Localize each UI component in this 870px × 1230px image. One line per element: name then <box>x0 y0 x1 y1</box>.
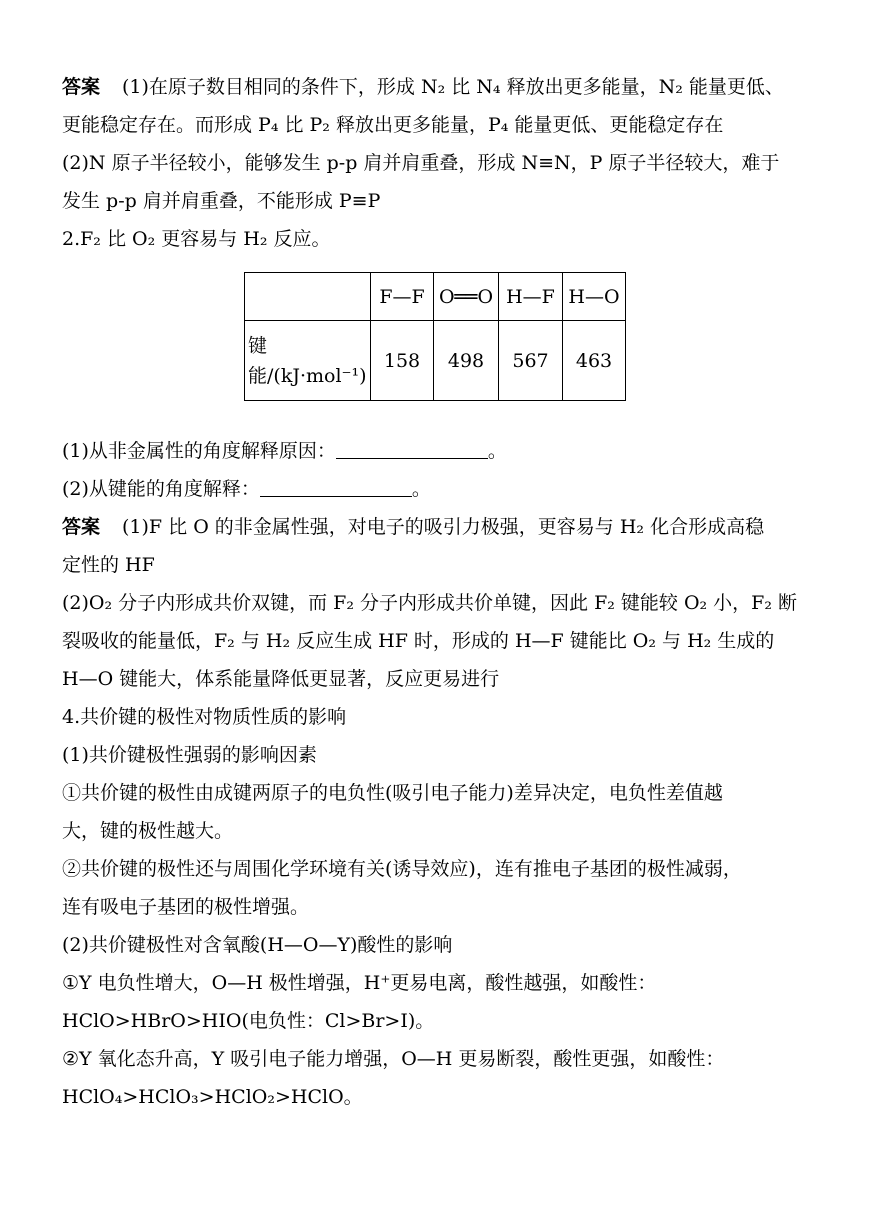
table-cell: 158 <box>371 321 434 401</box>
answer2-line3: (2)O₂ 分子内形成共价双键，而 F₂ 分子内形成共价单键，因此 F₂ 键能较 O₂ 小，F₂ 断 <box>62 592 798 614</box>
section4-p4b: HClO₄>HClO₃>HClO₂>HClO。 <box>62 1086 363 1108</box>
section4-p2a: ②共价键的极性还与周围化学环境有关(诱导效应)，连有推电子基团的极性减弱， <box>62 858 742 880</box>
section4-p3b: HClO>HBrO>HIO(电负性：Cl>Br>I)。 <box>62 1010 435 1032</box>
table-cell: 567 <box>499 321 563 401</box>
section4-sub2: (2)共价键极性对含氧酸(H—O—Y)酸性的影响 <box>62 934 453 956</box>
section4-p2b: 连有吸电子基团的极性增强。 <box>62 896 310 918</box>
table-header-row <box>245 273 626 321</box>
table-header-cell: F—F <box>371 273 434 321</box>
table-header-cell: H—F <box>499 273 563 321</box>
main-content-block <box>62 432 814 1116</box>
section4-p4a: ②Y 氧化态升高，Y 吸引电子能力增强，O—H 更易断裂，酸性更强，如酸性： <box>62 1048 725 1070</box>
table-cell: 498 <box>434 321 499 401</box>
answer2-line2: 定性的 HF <box>62 554 155 576</box>
bond-energy-table <box>244 272 626 401</box>
answer1-line1: 答案 (1)在原子数目相同的条件下，形成 N₂ 比 N₄ 释放出更多能量，N₂ 能量更低、 <box>62 76 784 98</box>
table-header-cell <box>245 273 371 321</box>
section4-sub1: (1)共价键极性强弱的影响因素 <box>62 744 317 766</box>
answer-label: 答案 <box>62 516 101 538</box>
answer2-line1: 答案 (1)F 比 O 的非金属性强，对电子的吸引力极强，更容易与 H₂ 化合形成高稳 <box>62 516 765 538</box>
section4-p3a: ①Y 电负性增大，O—H 极性增强，H⁺更易电离，酸性越强，如酸性： <box>62 972 657 994</box>
section4-title: 4.共价键的极性对物质性质的影响 <box>62 706 347 728</box>
question2-sub2: (2)从键能的角度解释： 。 <box>62 478 431 500</box>
section4-p1b: 大，键的极性越大。 <box>62 820 234 842</box>
answer2-line5: H—O 键能大，体系能量降低更显著，反应更易进行 <box>62 668 500 690</box>
answer-label: 答案 <box>62 76 101 98</box>
section4-p1a: ①共价键的极性由成键两原子的电负性(吸引电子能力)差异决定，电负性差值越 <box>62 782 723 804</box>
answer1-line2: 更能稳定存在。而形成 P₄ 比 P₂ 释放出更多能量，P₄ 能量更低、更能稳定存在 <box>62 114 724 136</box>
table-header-cell: O══O <box>434 273 499 321</box>
table-header-cell: H—O <box>563 273 626 321</box>
answer1-line3: (2)N 原子半径较小，能够发生 p-p 肩并肩重叠，形成 N≡N，P 原子半径较大，难于 <box>62 152 780 174</box>
answer-blank <box>260 476 412 497</box>
table-cell: 463 <box>563 321 626 401</box>
question2-title: 2.F₂ 比 O₂ 更容易与 H₂ 反应。 <box>62 228 331 250</box>
answer2-line4: 裂吸收的能量低，F₂ 与 H₂ 反应生成 HF 时，形成的 H—F 键能比 O₂ 与 H₂ 生成的 <box>62 630 775 652</box>
question2-sub1: (1)从非金属性的角度解释原因： 。 <box>62 440 507 462</box>
answer-blank <box>336 438 488 459</box>
answer1-line4: 发生 p-p 肩并肩重叠，不能形成 P≡P <box>62 190 381 212</box>
answer-block-1 <box>62 68 814 258</box>
table-row-label: 键能/(kJ·mol⁻¹) <box>245 321 371 401</box>
table-row <box>245 321 626 401</box>
